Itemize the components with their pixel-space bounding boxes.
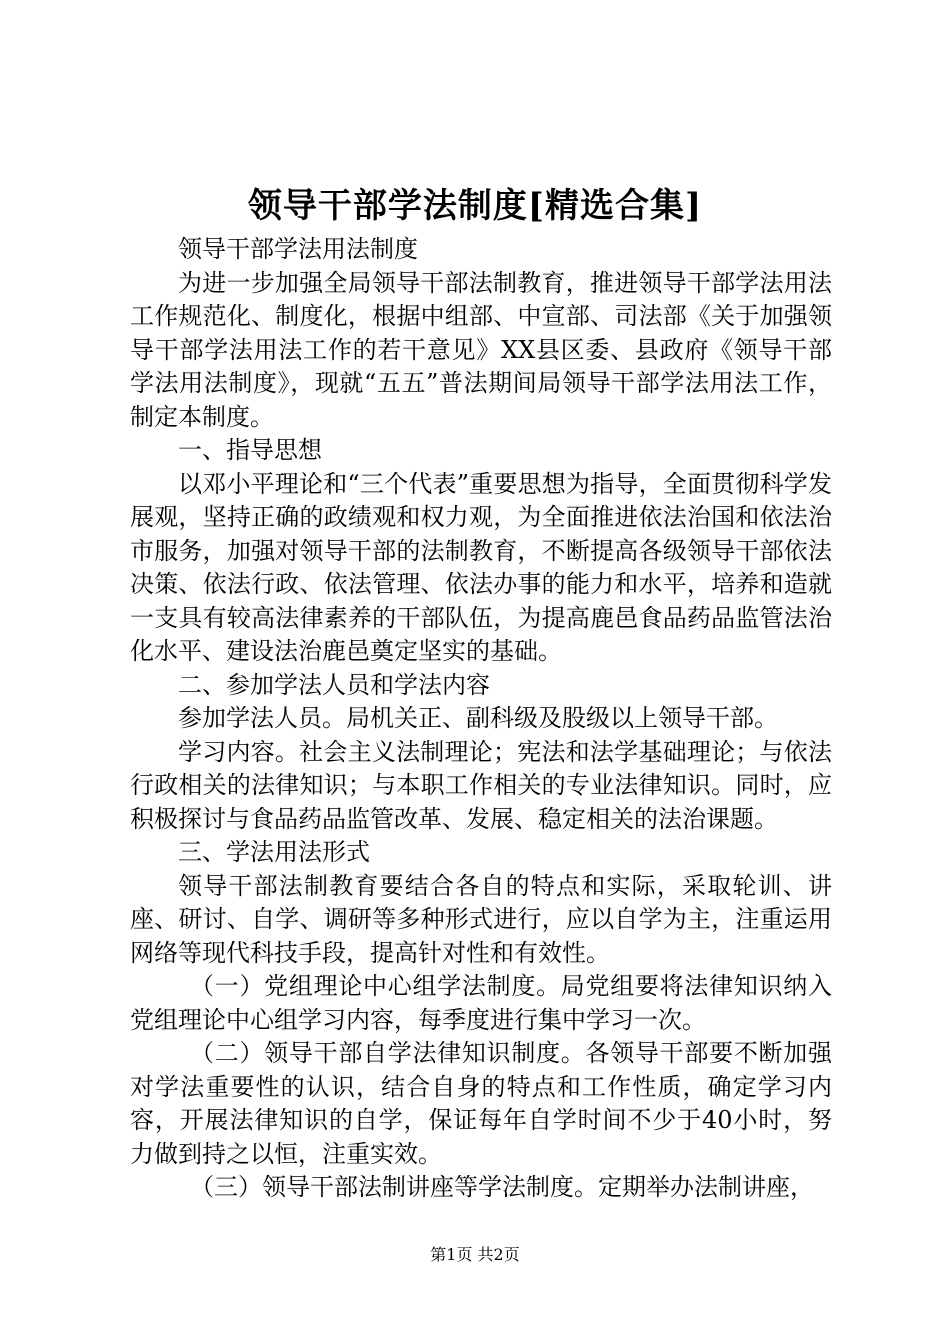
paragraph-intro: 为进一步加强全局领导干部法制教育，推进领导干部学法用法工作规范化、制度化，根据中组部、中宣部、司法部《关于加强领导干部学法用法工作的若干意见》XX县区委、县政府《领导干部学法用法制度》，现就“五五”普法期间局领导干部学法用法工作，制定本制度。 — [130, 268, 832, 431]
paragraph-study-content: 学习内容。社会主义法制理论；宪法和法学基础理论；与依法行政相关的法律知识；与本职工作相关的专业法律知识。同时，应积极探讨与食品药品监管改革、发展、稳定相关的法治课题。 — [130, 737, 832, 833]
paragraph-item-3: （三）领导干部法制讲座等学法制度。定期举办法制讲座， — [190, 1173, 814, 1201]
paragraph-study-forms: 领导干部法制教育要结合各自的特点和实际，采取轮训、讲座、研讨、自学、调研等多种形式进行，应以自学为主，注重运用网络等现代科技手段，提高针对性和有效性。 — [130, 871, 832, 967]
paragraph-subtitle: 领导干部学法用法制度 — [178, 235, 418, 263]
paragraph-item-1: （一）党组理论中心组学法制度。局党组要将法律知识纳入党组理论中心组学习内容，每季度进行集中学习一次。 — [130, 972, 832, 1034]
paragraph-participants: 参加学法人员。局机关正、副科级及股级以上领导干部。 — [178, 704, 778, 732]
document-body — [130, 233, 832, 1205]
section-heading-guiding-ideology: 一、指导思想 — [178, 436, 322, 464]
section-heading-participants-content: 二、参加学法人员和学法内容 — [178, 670, 490, 699]
document-title: 领导干部学法制度[精选合集] — [247, 186, 703, 226]
paragraph-item-2: （二）领导干部自学法律知识制度。各领导干部要不断加强对学法重要性的认识，结合自身的特点和工作性质，确定学习内容，开展法律知识的自学，保证每年自学时间不少于40小时，努力做到持之以恒，注重实效。 — [130, 1039, 832, 1168]
page-footer: 第1页 共2页 — [430, 1245, 520, 1264]
paragraph-guiding-ideology: 以邓小平理论和“三个代表”重要思想为指导，全面贯彻科学发展观，坚持正确的政绩观和权力观，为全面推进依法治国和依法治市服务，加强对领导干部的法制教育，不断提高各级领导干部依法决策、依法行政、依法管理、依法办事的能力和水平，培养和造就一支具有较高法律素养的干部队伍，为提高鹿邑食品药品监管法治化水平、建设法治鹿邑奠定坚实的基础。 — [130, 469, 832, 665]
section-heading-study-forms: 三、学法用法形式 — [178, 838, 370, 866]
